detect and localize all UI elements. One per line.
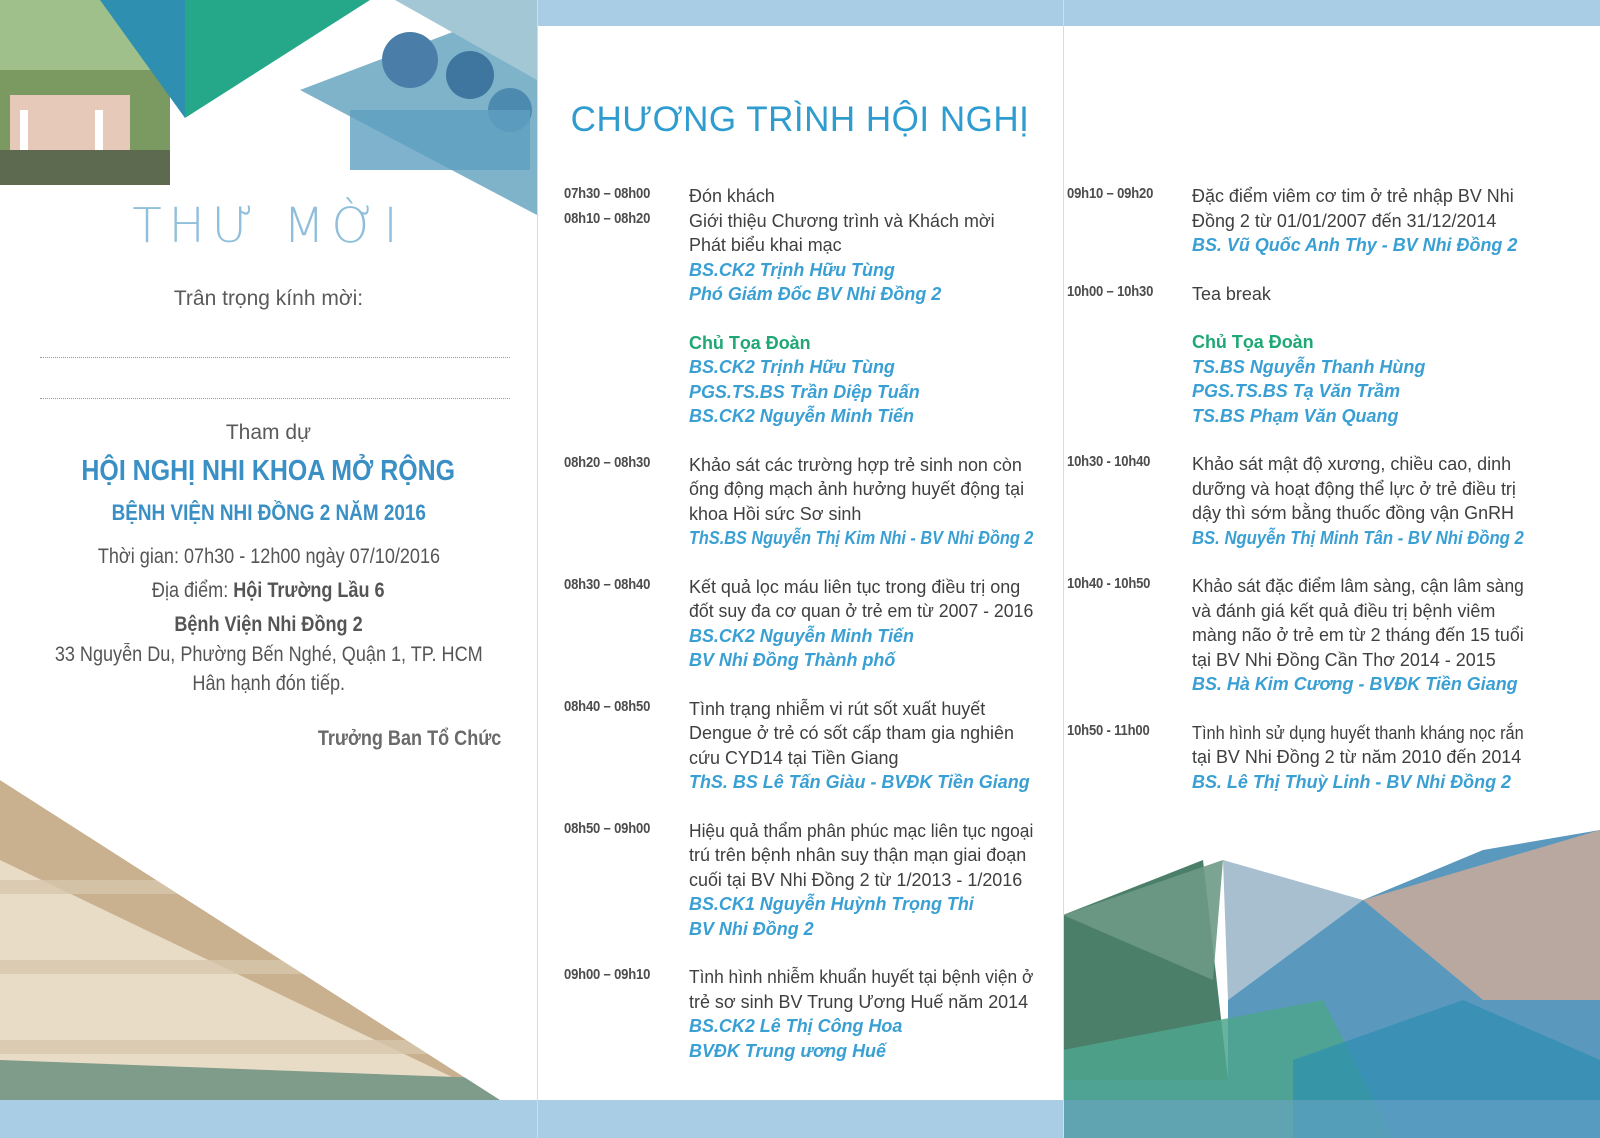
topic-line: Phát biểu khai mạc [689,234,842,255]
agenda-item [564,575,1054,673]
chair-heading: Chủ Tọa Đoàn [1192,331,1314,352]
speaker-line: ThS. BS Lê Tấn Giàu - BVĐK Tiền Giang [689,771,1030,792]
fold-line [537,0,538,1138]
agenda-item [564,453,1054,551]
fold-line [1063,0,1064,1138]
topic-line: Dengue ở trẻ có sốt cấp tham gia nghiên [689,722,1015,743]
signature: Trưởng Ban Tổ Chức [317,727,501,750]
agenda-time: 08h30 – 08h40 [564,576,651,593]
speaker-line: TS.BS Nguyễn Thanh Hùng [1192,355,1426,377]
speaker-line: Phó Giám Đốc BV Nhi Đồng 2 [689,283,942,304]
agenda-time: 10h50 - 11h00 [1067,722,1150,739]
agenda-content [689,819,1054,942]
agenda-content [1192,184,1592,258]
agenda-item [1067,574,1592,697]
agenda-content [1192,330,1592,428]
topic-line: dưỡng và hoạt động thể lực ở trẻ điều trị [1192,477,1516,499]
conference-subtitle: BỆNH VIỆN NHI ĐỒNG 2 NĂM 2016 [111,500,426,525]
speaker-line: BS.CK1 Nguyễn Huỳnh Trọng Thi [689,893,974,914]
program-panel-1 [537,0,1063,1138]
topic-line: Giới thiệu Chương trình và Khách mời [689,209,995,231]
name-line-2 [40,398,510,399]
agenda-time: 10h40 - 10h50 [1067,576,1151,592]
agenda-item [1067,330,1592,428]
welcome-text: Hân hạnh đón tiếp. [192,672,345,695]
agenda-content [689,209,1054,307]
speaker-line: BS. Nguyễn Thị Minh Tân - BV Nhi Đồng 2 [1192,526,1524,548]
agenda-content [1192,574,1592,697]
agenda-item [564,184,1054,209]
speaker-line: BS. Hà Kim Cương - BVĐK Tiền Giang [1192,673,1518,694]
topic-line: Hiệu quả thẩm phân phúc mạc liên tục ngoại [689,819,1034,841]
agenda-item [1067,282,1592,307]
agenda-time: 07h30 – 08h00 [564,186,651,202]
topic-line: cứu CYD14 tại Tiền Giang [689,746,899,768]
agenda-content [689,697,1054,795]
speaker-line: BS.CK2 Lê Thị Công Hoa [689,1015,903,1036]
speaker-line: BV Nhi Đồng 2 [689,917,814,939]
agenda-item [1067,184,1592,258]
agenda-content [689,453,1054,551]
speaker-line: PGS.TS.BS Trần Diệp Tuấn [689,380,920,402]
hospital-name: Bệnh Viện Nhi Đồng 2 [174,613,363,636]
topic-line: Khảo sát các trường hợp trẻ sinh non còn [689,453,1022,475]
topic-line: tại BV Nhi Đồng Cần Thơ 2014 - 2015 [1192,648,1496,670]
topic-line: Tình hình nhiễm khuẩn huyết tại bệnh viện ở [689,966,1034,987]
top-band [537,0,1063,26]
topic-line: đốt suy đa cơ quan ở trẻ em từ 2007 - 2016 [689,600,1034,621]
topic-line: trú trên bệnh nhân suy thận mạn giai đoạn [689,844,1027,865]
speaker-line: BS.CK2 Nguyễn Minh Tiến [689,405,915,426]
agenda-item [1067,452,1592,550]
agenda-item [564,965,1054,1063]
agenda-item [564,209,1054,307]
event-venue: Địa điểm: Hội Trường Lầu 6 [152,579,385,602]
chair-heading: Chủ Tọa Đoàn [689,331,811,353]
invitation-decoration [0,0,537,1138]
agenda-content [1192,282,1592,307]
program-panel-2 [1063,0,1600,1138]
topic-line: Khảo sát đặc điểm lâm sàng, cận lâm sàng [1192,575,1524,596]
agenda-time: 10h00 – 10h30 [1067,283,1154,300]
invitation-panel [0,0,537,1138]
speaker-line: BV Nhi Đồng Thành phố [689,649,896,670]
topic-line: cuối tại BV Nhi Đồng 2 từ 1/2013 - 1/2016 [689,868,1023,890]
agenda-content [1192,721,1592,795]
agenda-time: 10h30 - 10h40 [1067,454,1151,470]
conference-title: HỘI NGHỊ NHI KHOA MỞ RỘNG [81,455,456,487]
topic-line: Tình trạng nhiễm vi rút sốt xuất huyết [689,697,986,719]
topic-line: trẻ sơ sinh BV Trung Ương Huế năm 2014 [689,990,1029,1012]
agenda-time: 08h50 – 09h00 [564,820,651,837]
agenda-time: 08h10 – 08h20 [564,210,651,227]
topic-line: Đặc điểm viêm cơ tim ở trẻ nhập BV Nhi [1192,185,1514,206]
topic-line: màng não ở trẻ em từ 2 tháng đến 15 tuổi [1192,624,1524,645]
invitation-title: THƯ MỜI [132,198,405,254]
agenda-time: 09h10 – 09h20 [1067,186,1154,202]
agenda-time: 08h20 – 08h30 [564,454,651,471]
name-line-1 [40,357,510,358]
speaker-line: BS.CK2 Trịnh Hữu Tùng [689,258,895,280]
speaker-line: ThS.BS Nguyễn Thị Kim Nhi - BV Nhi Đồng 2 [689,527,1034,548]
program-title: CHƯƠNG TRÌNH HỘI NGHỊ [570,100,1030,139]
agenda-item [1067,721,1592,795]
speaker-line: BS.CK2 Trịnh Hữu Tùng [689,356,895,377]
agenda-item [564,697,1054,795]
topic-line: và đánh giá kết quả điều trị bệnh viêm [1192,599,1496,621]
topic-line: dậy thì sớm bằng thuốc đồng vận GnRH [1192,502,1515,523]
speaker-line: BS.CK2 Nguyễn Minh Tiến [689,624,915,646]
address: 33 Nguyễn Du, Phường Bến Nghé, Quận 1, TP. HCM [54,643,483,666]
agenda-item [564,819,1054,942]
speaker-line: BS. Lê Thị Thuỳ Linh - BV Nhi Đồng 2 [1192,770,1512,792]
event-time: Thời gian: 07h30 - 12h00 ngày 07/10/2016 [97,545,440,568]
surgeons-photo [300,0,537,215]
agenda-item [564,331,1054,429]
topic-line: ống động mạch ảnh hưởng huyết động tại [689,478,1025,499]
topic-line: khoa Hồi sức Sơ sinh [689,502,862,524]
agenda-column-2 [1067,184,1592,794]
topic-line: Đón khách [689,185,775,206]
speaker-line: BS. Vũ Quốc Anh Thy - BV Nhi Đồng 2 [1192,234,1518,255]
topic-line: Tea break [1192,282,1271,304]
topic-line: Đồng 2 từ 01/01/2007 đến 31/12/2014 [1192,209,1497,231]
agenda-time: 08h40 – 08h50 [564,698,651,715]
topic-line: Tình hình sử dụng huyết thanh kháng nọc rắn [1192,721,1524,743]
agenda-content [689,575,1054,673]
topic-line: Kết quả lọc máu liên tục trong điều trị ong [689,575,1021,597]
greeting: Trân trọng kính mời: [173,287,364,310]
agenda-content [689,184,1054,209]
speaker-line: BVĐK Trung ương Huế [689,1039,887,1061]
topic-line: tại BV Nhi Đồng 2 từ năm 2010 đến 2014 [1192,746,1522,767]
topic-line: Khảo sát mật độ xương, chiều cao, dinh [1192,453,1512,474]
bottom-band [537,1100,1063,1138]
agenda-content [689,965,1054,1063]
agenda-content [1192,452,1592,550]
agenda-column-1 [564,184,1054,1063]
agenda-content [689,331,1054,429]
speaker-line: PGS.TS.BS Tạ Văn Trầm [1192,380,1401,401]
attend-label: Tham dự [225,421,312,444]
agenda-time: 09h00 – 09h10 [564,967,651,983]
speaker-line: TS.BS Phạm Văn Quang [1192,404,1399,426]
